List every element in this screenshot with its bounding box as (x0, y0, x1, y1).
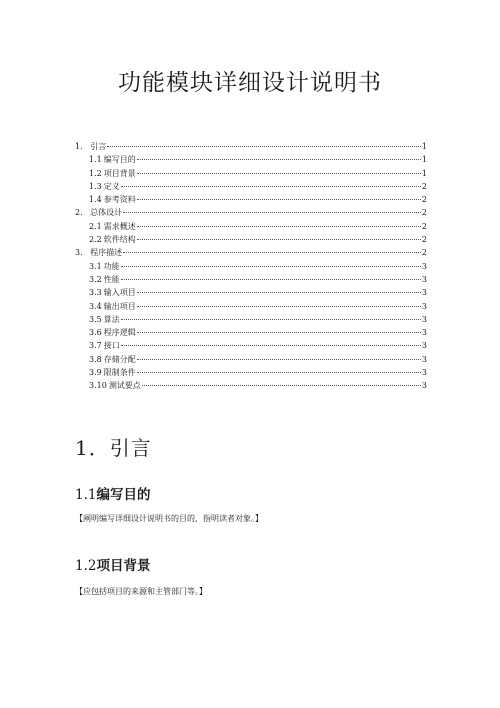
toc-entry-title: 功能 (103, 261, 120, 271)
toc-entry-title: 限制条件 (103, 368, 136, 378)
toc-entry-title: 项目背景 (103, 168, 136, 178)
toc-entry-number: 3.4 (89, 301, 102, 311)
toc-entry-number: 2.1 (89, 221, 102, 231)
subsection-heading-background (75, 554, 150, 574)
table-of-contents (75, 140, 427, 393)
toc-entry-number: 1.3 (89, 181, 102, 191)
toc-entry-page: 2 (421, 208, 427, 218)
toc-dot-leader (137, 239, 421, 240)
toc-entry-title: 编写目的 (103, 155, 136, 165)
toc-dot-leader (137, 159, 421, 160)
paragraph-purpose: 【阐明编写详细设计说明书的目的，指明读者对象。】 (75, 514, 263, 523)
toc-entry[interactable] (75, 246, 427, 259)
toc-entry-title: 输入项目 (103, 288, 136, 298)
toc-entry-title: 测试要点 (108, 381, 141, 391)
toc-dot-leader (121, 319, 421, 320)
toc-dot-leader (121, 345, 421, 346)
toc-entry-number: 2.2 (89, 235, 102, 245)
toc-entry-title: 参考资料 (103, 195, 136, 205)
toc-entry-number: 1． (75, 142, 89, 151)
toc-entry-title: 接口 (103, 341, 120, 351)
toc-entry[interactable] (75, 339, 427, 352)
subsection-title: 项目背景 (96, 558, 151, 574)
section-heading-introduction: 1．引言 (75, 436, 152, 460)
toc-entry-number: 3.1 (89, 261, 102, 271)
toc-entry-number: 2． (75, 208, 89, 218)
toc-entry-page: 3 (421, 261, 427, 271)
toc-entry[interactable] (75, 379, 427, 392)
toc-entry[interactable] (75, 286, 427, 299)
toc-dot-leader (121, 186, 421, 187)
toc-dot-leader (137, 292, 421, 293)
toc-entry-title: 性能 (103, 274, 120, 284)
toc-entry-page: 3 (421, 288, 427, 298)
toc-dot-leader (137, 359, 421, 360)
subsection-title: 编写目的 (96, 487, 151, 503)
toc-entry-number: 3.9 (89, 368, 102, 378)
subsection-heading-purpose (75, 483, 150, 503)
toc-dot-leader (142, 385, 421, 386)
toc-entry-title: 输出项目 (103, 301, 136, 311)
toc-entry[interactable] (75, 326, 427, 339)
toc-entry-page: 1 (421, 142, 427, 151)
toc-dot-leader (137, 199, 421, 200)
toc-entry-number: 3.5 (89, 314, 102, 324)
toc-entry-page: 3 (421, 274, 427, 284)
toc-dot-leader (121, 266, 421, 267)
toc-entry-page: 3 (421, 368, 427, 378)
toc-entry-number: 3.2 (89, 274, 102, 284)
toc-entry-number: 3.3 (89, 288, 102, 298)
toc-dot-leader (137, 226, 421, 227)
toc-entry-page: 1 (421, 155, 427, 165)
toc-entry-number: 3.10 (89, 381, 107, 391)
document-title: 功能模块详细设计说明书 (118, 70, 382, 96)
toc-entry-page: 2 (421, 181, 427, 191)
toc-entry-number: 1.4 (89, 195, 102, 205)
toc-entry-page: 2 (421, 235, 427, 245)
toc-entry-page: 3 (421, 314, 427, 324)
toc-entry-page: 2 (421, 248, 427, 258)
subsection-number: 1.2 (75, 558, 97, 574)
toc-dot-leader (107, 146, 421, 147)
toc-entry[interactable] (75, 193, 427, 206)
toc-entry[interactable] (75, 206, 427, 219)
toc-entry-page: 3 (421, 381, 427, 391)
toc-entry[interactable] (75, 366, 427, 379)
toc-entry-number: 3.6 (89, 328, 102, 338)
toc-entry[interactable] (75, 273, 427, 286)
toc-entry-page: 1 (421, 168, 427, 178)
toc-entry-title: 需求概述 (103, 221, 136, 231)
toc-dot-leader (137, 332, 421, 333)
toc-entry-number: 1.2 (89, 168, 102, 178)
toc-dot-leader (137, 173, 421, 174)
subsection-number: 1.1 (75, 487, 97, 503)
toc-dot-leader (137, 306, 421, 307)
toc-entry-title: 存储分配 (103, 354, 136, 364)
toc-dot-leader (121, 279, 421, 280)
toc-dot-leader (123, 252, 421, 253)
toc-entry-title: 定义 (103, 181, 120, 191)
toc-entry[interactable] (75, 260, 427, 273)
toc-entry[interactable] (75, 167, 427, 180)
toc-entry-page: 3 (421, 341, 427, 351)
toc-entry[interactable] (75, 220, 427, 233)
toc-entry-number: 3.7 (89, 341, 102, 351)
toc-entry-page: 2 (421, 195, 427, 205)
toc-entry[interactable] (75, 313, 427, 326)
toc-entry-page: 3 (421, 301, 427, 311)
toc-entry-title: 程序描述 (90, 248, 123, 258)
toc-entry-number: 3.8 (89, 354, 102, 364)
toc-entry[interactable] (75, 153, 427, 166)
toc-dot-leader (137, 372, 421, 373)
toc-entry-page: 3 (421, 328, 427, 338)
toc-entry-page: 3 (421, 354, 427, 364)
paragraph-background: 【应包括项目的来源和主管部门等。】 (75, 587, 207, 596)
toc-entry-title: 算法 (103, 314, 120, 324)
toc-entry[interactable] (75, 140, 427, 153)
toc-entry-title: 引言 (90, 142, 107, 151)
toc-entry[interactable] (75, 300, 427, 313)
toc-entry-number: 1.1 (89, 155, 102, 165)
toc-entry-number: 3． (75, 248, 89, 258)
toc-entry-page: 2 (421, 221, 427, 231)
toc-entry-title: 程序逻辑 (103, 328, 136, 338)
toc-entry[interactable] (75, 353, 427, 366)
toc-dot-leader (123, 212, 421, 213)
toc-entry[interactable] (75, 233, 427, 246)
toc-entry-title: 总体设计 (90, 208, 123, 218)
toc-entry[interactable] (75, 180, 427, 193)
toc-entry-title: 软件结构 (103, 235, 136, 245)
